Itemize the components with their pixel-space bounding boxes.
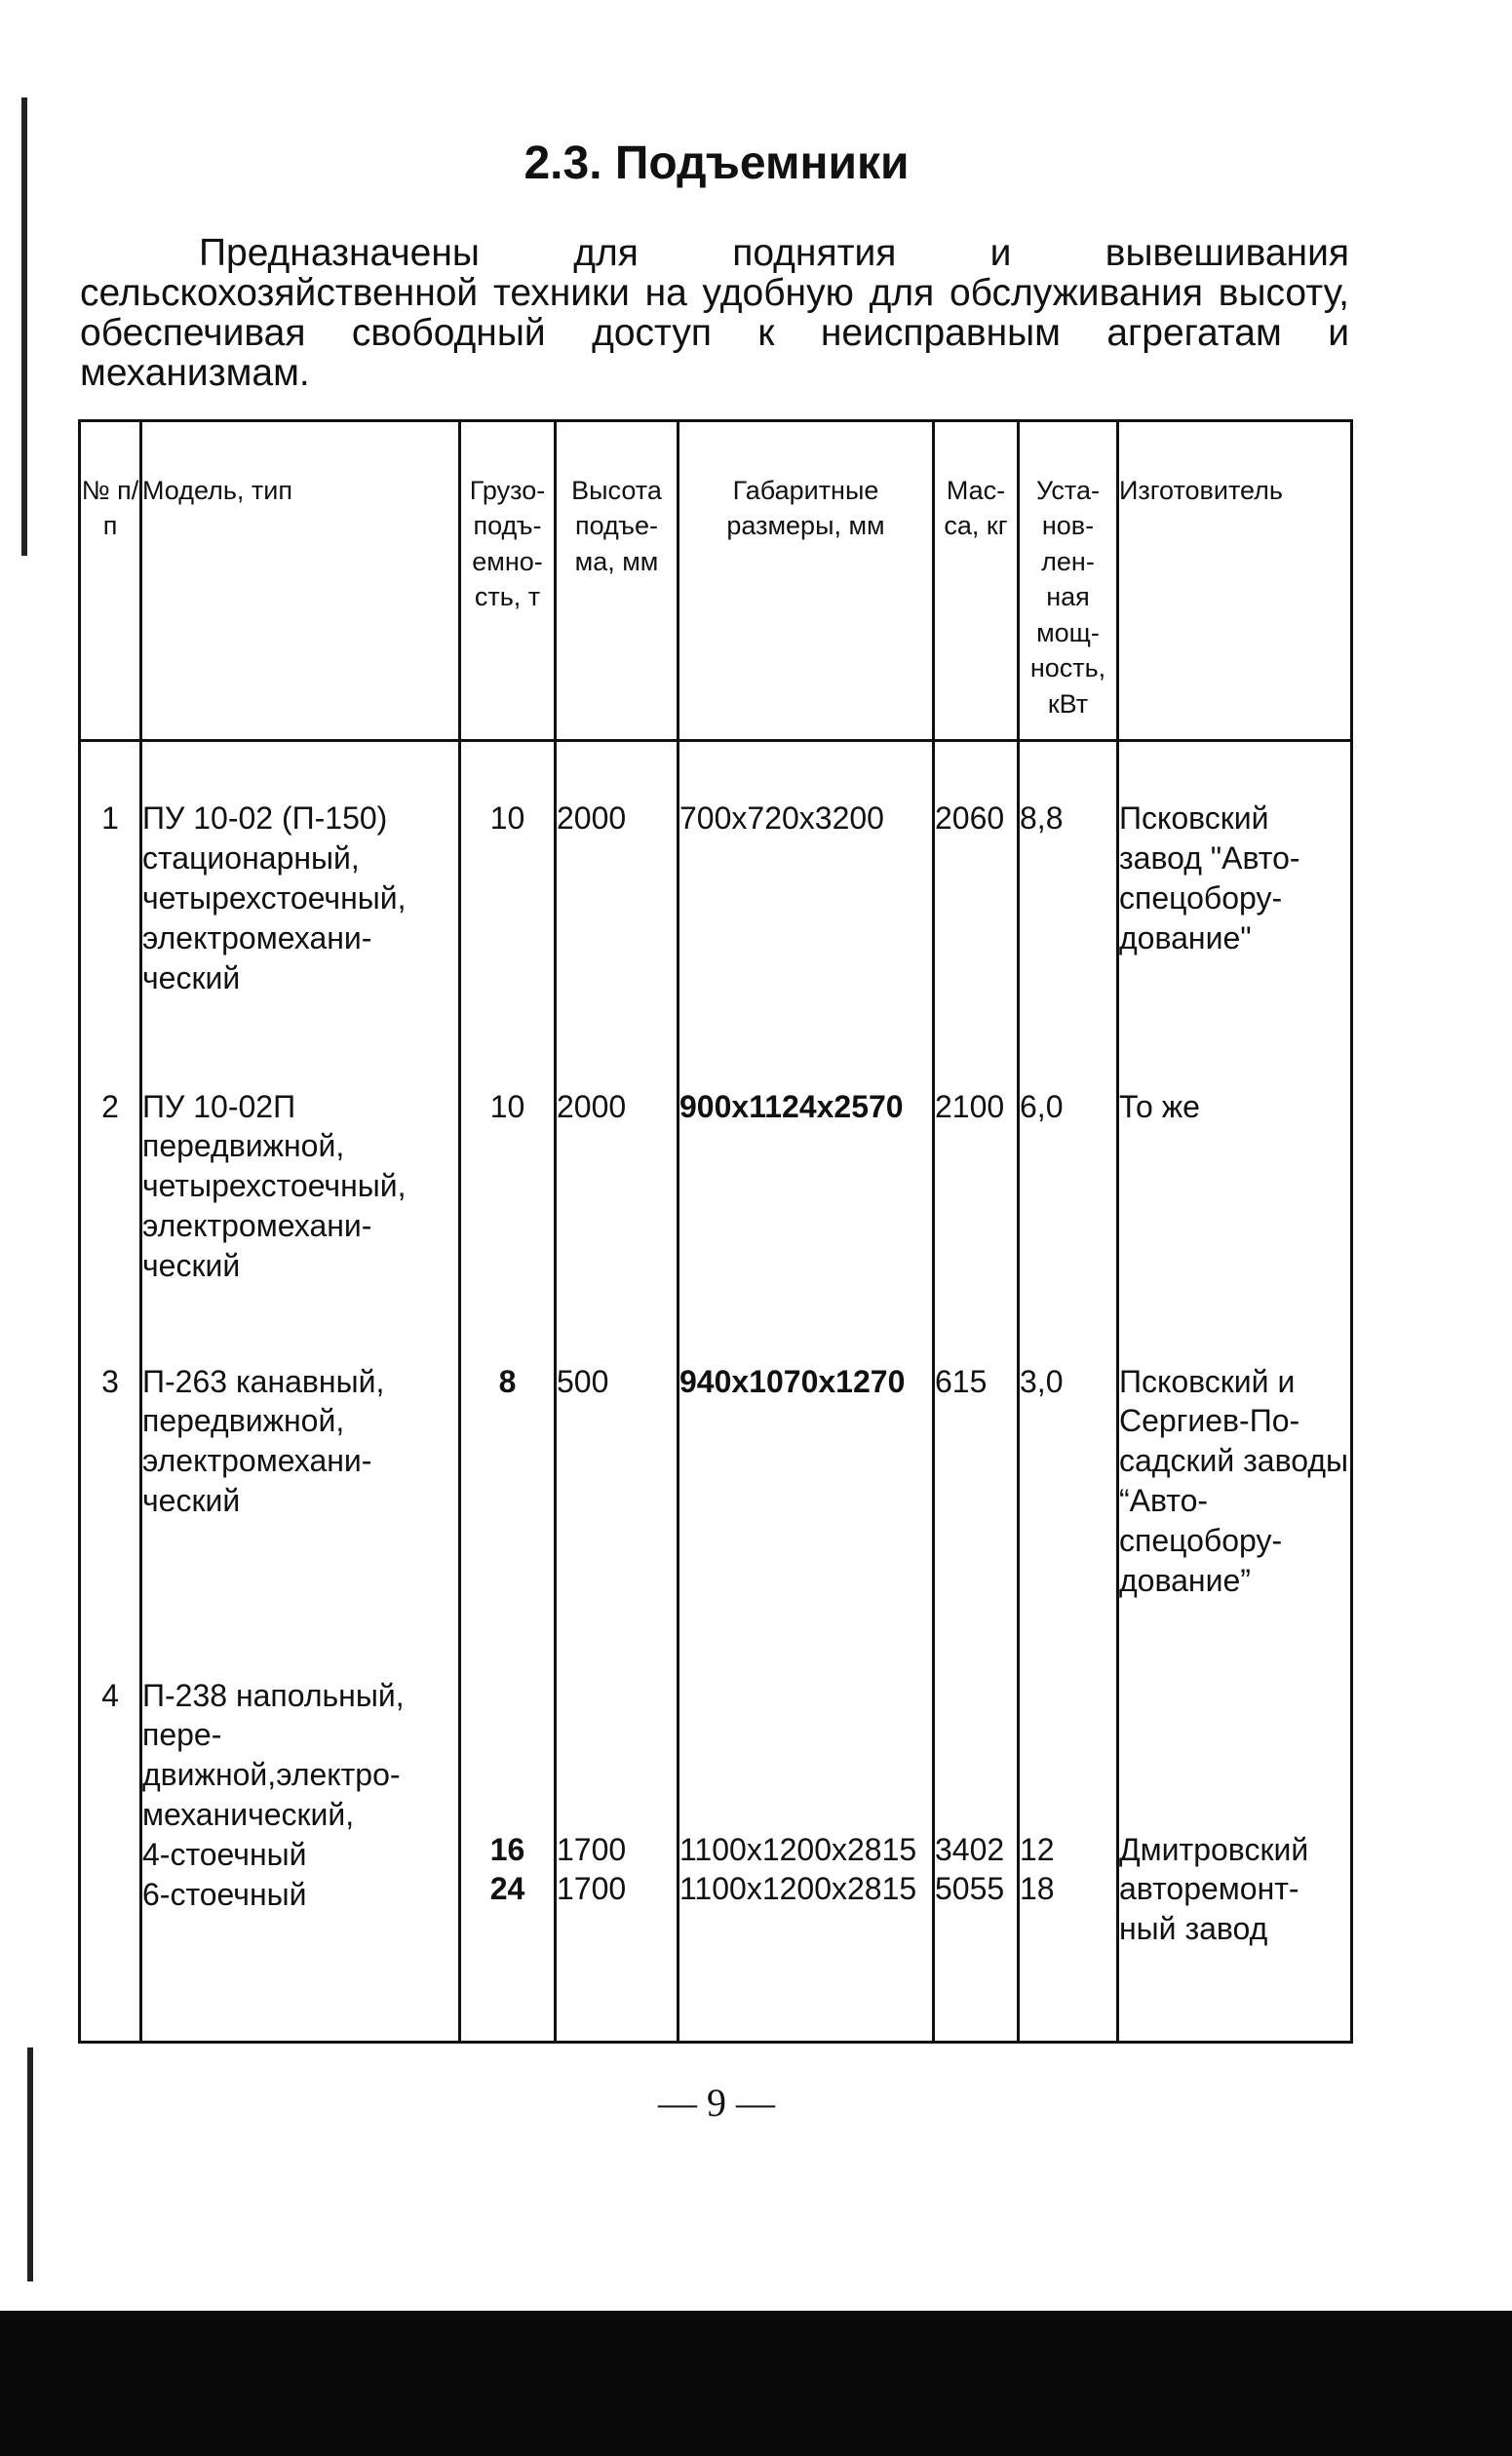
row-no: 2 bbox=[80, 1077, 141, 1352]
header-capacity: Грузо-подъ-емно-сть, т bbox=[460, 421, 556, 741]
row-no: 1 bbox=[80, 741, 141, 1077]
header-no: № п/п bbox=[80, 421, 141, 741]
row-height-cell bbox=[556, 1666, 678, 2043]
row-model: П-238 напольный, пере-движной,электро-механический, bbox=[142, 1677, 405, 1833]
variant-dims: 1100x1200x2815 bbox=[679, 1871, 917, 1907]
table-row bbox=[80, 1352, 1352, 1666]
row-capacity: 10 bbox=[460, 1077, 556, 1352]
row-maker: Псковский и Сергиев-По-садский заводы “Авто-спецобору-дование” bbox=[1118, 1352, 1352, 1666]
row-mass-cell bbox=[934, 1666, 1019, 2043]
section-heading: 2.3. Подъемники bbox=[523, 137, 910, 189]
row-height: 500 bbox=[556, 1352, 678, 1666]
row-power-cell bbox=[1019, 1666, 1118, 2043]
row-capacity: 8 bbox=[460, 1352, 556, 1666]
row-power: 3,0 bbox=[1019, 1352, 1118, 1666]
row-mass: 615 bbox=[934, 1352, 1019, 1666]
table-row bbox=[80, 741, 1352, 1077]
header-power: Уста-нов-лен-ная мощ-ность, кВт bbox=[1019, 421, 1118, 741]
row-no: 3 bbox=[80, 1352, 141, 1666]
row-maker: Дмитровский авторемонт-ный завод bbox=[1118, 1666, 1352, 2043]
table-row bbox=[80, 1077, 1352, 1352]
row-power: 6,0 bbox=[1019, 1077, 1118, 1352]
table-header-row bbox=[80, 421, 1352, 741]
variant-capacity: 24 bbox=[489, 1871, 525, 1907]
row-model: П-263 канавный, передвижной, электромехани-ческий bbox=[141, 1352, 460, 1666]
row-model: ПУ 10-02П передвижной, четырехстоечный, электромехани-ческий bbox=[141, 1077, 460, 1352]
row-model-cell bbox=[141, 1666, 460, 2043]
row-maker: Псковский завод "Авто-спецобору-дование" bbox=[1118, 741, 1352, 1077]
lifts-table bbox=[78, 419, 1353, 2044]
page-number: — 9 — bbox=[658, 2081, 775, 2125]
header-model: Модель, тип bbox=[141, 421, 460, 741]
row-mass: 2100 bbox=[934, 1077, 1019, 1352]
variant-capacity: 16 bbox=[489, 1831, 525, 1867]
variant-height: 1700 bbox=[557, 1831, 627, 1867]
variant-height: 1700 bbox=[557, 1871, 627, 1907]
row-mass: 2060 bbox=[934, 741, 1019, 1077]
variant-label: 6-стоечный bbox=[142, 1877, 307, 1913]
row-dims: 700x720x3200 bbox=[678, 741, 934, 1077]
row-height: 2000 bbox=[556, 1077, 678, 1352]
row-capacity: 10 bbox=[460, 741, 556, 1077]
header-maker: Изготовитель bbox=[1118, 421, 1352, 741]
row-capacity-cell bbox=[460, 1666, 556, 2043]
table-row bbox=[80, 1666, 1352, 2043]
header-mass: Мас-са, кг bbox=[934, 421, 1019, 741]
variant-power: 18 bbox=[1020, 1871, 1055, 1907]
variant-mass: 5055 bbox=[935, 1871, 1005, 1907]
row-no: 4 bbox=[80, 1666, 141, 2043]
row-dims: 940x1070x1270 bbox=[678, 1352, 934, 1666]
intro-paragraph: Предназначены для поднятия и вывешивания сельскохозяйственной техники на удобную для обслуживания высоту, обеспечивая свободный доступ к неисправным агрегатам и механизмам. bbox=[80, 232, 1349, 394]
row-dims: 900x1124x2570 bbox=[678, 1077, 934, 1352]
variant-mass: 3402 bbox=[935, 1831, 1005, 1867]
variant-label: 4-стоечный bbox=[142, 1837, 307, 1873]
variant-dims: 1100x1200x2815 bbox=[679, 1831, 917, 1867]
scan-bottom-shadow bbox=[0, 2311, 1512, 2456]
row-maker: То же bbox=[1118, 1077, 1352, 1352]
row-height: 2000 bbox=[556, 741, 678, 1077]
row-dims-cell bbox=[678, 1666, 934, 2043]
row-model: ПУ 10-02 (П-150) стационарный, четырехстоечный, электромехани-ческий bbox=[141, 741, 460, 1077]
variant-power: 12 bbox=[1020, 1831, 1055, 1867]
row-power: 8,8 bbox=[1019, 741, 1118, 1077]
header-dims: Габаритные размеры, мм bbox=[678, 421, 934, 741]
header-height: Высота подъе-ма, мм bbox=[556, 421, 678, 741]
